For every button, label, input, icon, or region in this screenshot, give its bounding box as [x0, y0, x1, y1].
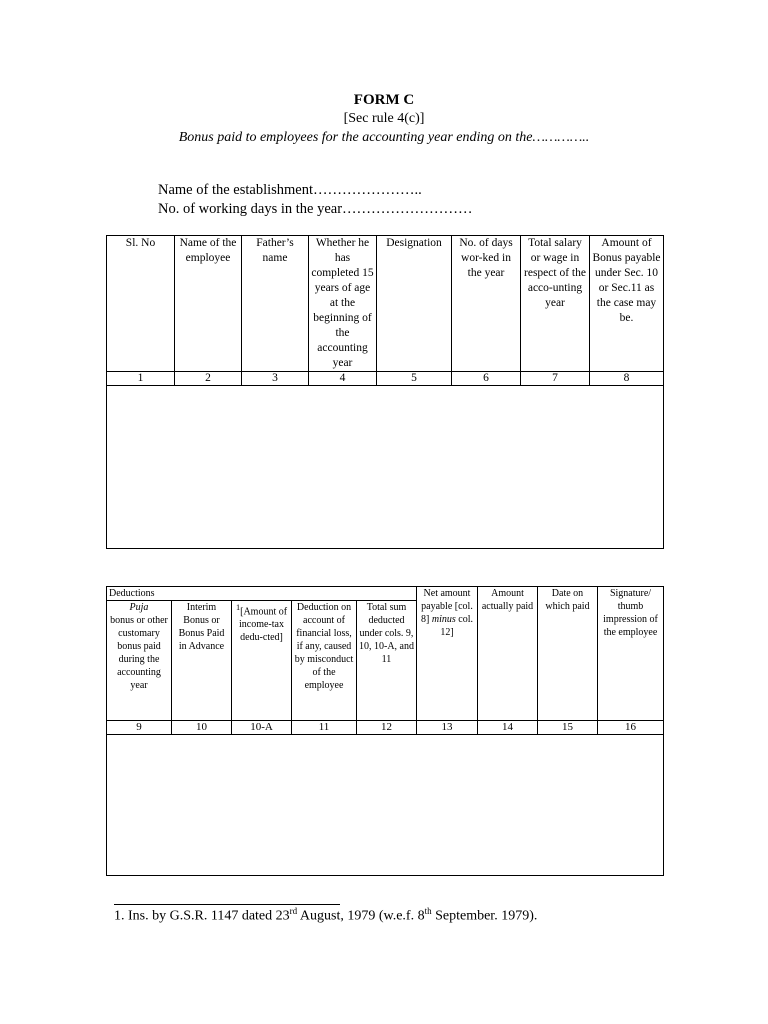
net-amount-header: [417, 587, 478, 721]
column-number: 12: [357, 721, 417, 735]
working-days-field: No. of working days in the year………………………: [158, 201, 473, 217]
table1-header-cell: Amount of Bonus payable under Sec. 10 or Sec.11 as the case may be.: [590, 236, 664, 372]
signature-header: Signature/ thumb impression of the employee: [598, 587, 664, 721]
column-number: 10-A: [232, 721, 292, 735]
total-deducted-header: Total sum deducted under cols. 9, 10, 10-A, and 11: [357, 601, 417, 721]
deductions-label: Deductions: [107, 587, 417, 601]
puja-bonus-header: [107, 601, 172, 721]
column-number: 9: [107, 721, 172, 735]
column-number: 5: [377, 372, 452, 386]
income-tax-header: [232, 601, 292, 721]
deductions-label-row: [107, 587, 664, 601]
table1-header-cell: Sl. No: [107, 236, 175, 372]
column-number: 11: [292, 721, 357, 735]
income-tax-text: [Amount of income-tax dedu-cted]: [239, 606, 288, 644]
column-number: 16: [598, 721, 664, 735]
column-number: 4: [309, 372, 377, 386]
column-number: 1: [107, 372, 175, 386]
table1-header-cell: Name of the employee: [175, 236, 242, 372]
footnote-superscript: rd: [289, 906, 298, 916]
column-number: 7: [521, 372, 590, 386]
footnote-superscript: th: [424, 906, 432, 916]
footnote: [114, 906, 537, 925]
table1-header-cell: No. of days wor-ked in the year: [452, 236, 521, 372]
table2-blank-body: [107, 735, 664, 876]
interim-bonus-header: Interim Bonus or Bonus Paid in Advance: [172, 601, 232, 721]
footnote-text: 1. Ins. by G.S.R. 1147 dated 23: [114, 908, 290, 924]
puja-bonus-text: bonus or other customary bonus paid during the accounting year: [110, 615, 168, 691]
date-paid-header: Date on which paid: [538, 587, 598, 721]
net-amount-minus: minus: [431, 614, 456, 625]
puja-word: Puja: [129, 602, 149, 613]
table2-entry-area: [107, 735, 664, 876]
table1-column-number-row: [107, 372, 664, 386]
deductions-table: [106, 586, 664, 876]
financial-loss-header: Deduction on account of financial loss, if any, caused by misconduct of the employee: [292, 601, 357, 721]
table1-header-cell: Father’s name: [242, 236, 309, 372]
column-number: 10: [172, 721, 232, 735]
column-number: 14: [478, 721, 538, 735]
amount-actually-paid-header: Amount actually paid: [478, 587, 538, 721]
net-amount-text-end: col. 12]: [440, 614, 473, 638]
column-number: 8: [590, 372, 664, 386]
column-number: 3: [242, 372, 309, 386]
column-number: 2: [175, 372, 242, 386]
column-number: 15: [538, 721, 598, 735]
net-amount-text: Net amount payable [col. 8]: [421, 588, 473, 625]
table1-entry-area: [107, 386, 664, 549]
table1-blank-body: [107, 386, 664, 549]
footnote-text: September. 1979).: [431, 908, 538, 924]
column-number: 13: [417, 721, 478, 735]
form-title: FORM C: [353, 92, 415, 108]
employee-bonus-table: [106, 235, 664, 549]
table1-header-cell: Total salary or wage in respect of the acco-unting year: [521, 236, 590, 372]
form-subtitle: Bonus paid to employees for the accounting year ending on the…………..: [178, 130, 590, 145]
form-rule-reference: [Sec rule 4(c)]: [343, 111, 425, 126]
footnote-text: August, 1979 (w.e.f. 8: [297, 908, 425, 924]
footnote-marker: 1: [235, 603, 241, 612]
table1-header-row: [107, 236, 664, 372]
table2-column-number-row: [107, 721, 664, 735]
column-number: 6: [452, 372, 521, 386]
table1-header-cell: Designation: [377, 236, 452, 372]
establishment-name-field: Name of the establishment…………………..: [158, 182, 422, 198]
table1-header-cell: Whether he has completed 15 years of age at the beginning of the accounting year: [309, 236, 377, 372]
footnote-separator: [114, 904, 340, 905]
